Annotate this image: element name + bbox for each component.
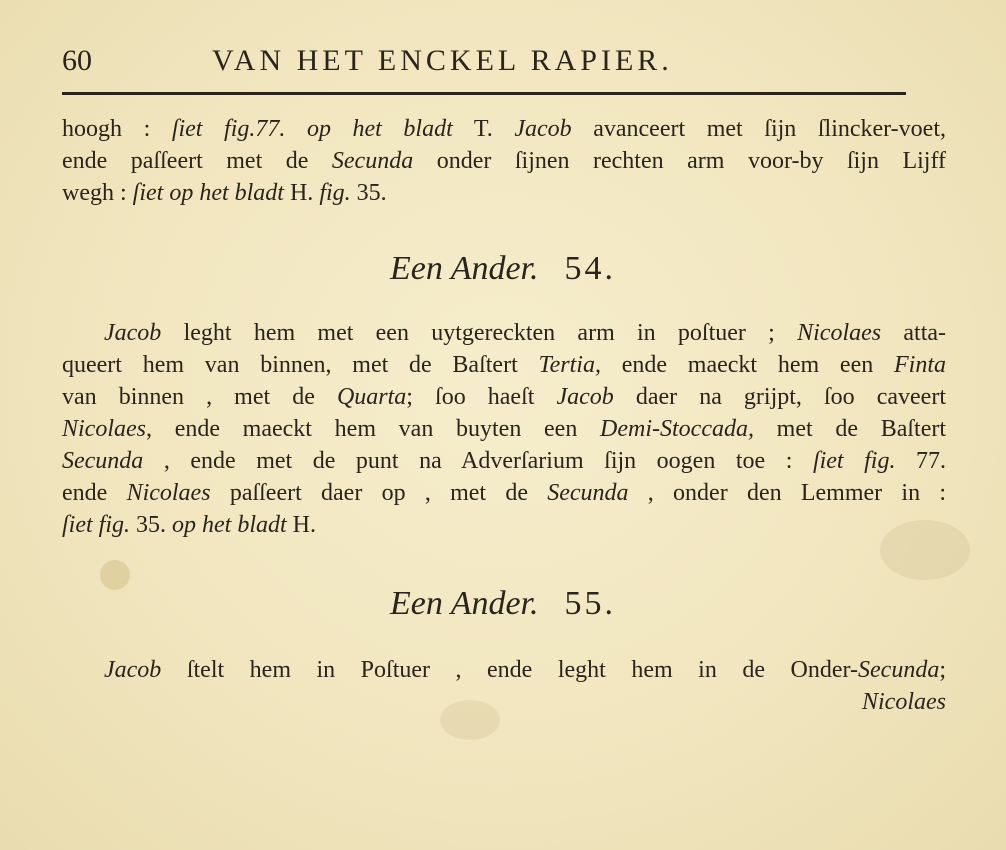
italic-text: Secunda	[858, 657, 940, 683]
italic-text: Jacob	[104, 320, 162, 346]
text-line	[62, 145, 946, 177]
italic-text: Jacob	[104, 657, 162, 683]
roman-text: 77.	[895, 448, 947, 474]
italic-text: Tertia,	[538, 352, 601, 378]
section-heading-54	[0, 247, 1006, 291]
roman-text: avanceert met ſijn ſlincker-voet,	[571, 116, 946, 142]
roman-text: atta-	[881, 320, 947, 346]
section-heading-55	[0, 582, 1006, 626]
running-title: VAN HET ENCKEL RAPIER.	[212, 44, 673, 77]
text-line	[62, 381, 946, 413]
roman-text: 35.	[130, 512, 172, 538]
roman-text: 35.	[350, 180, 387, 206]
roman-text: met de Baſtert	[753, 416, 947, 442]
roman-text: ; ſoo haeſt	[406, 384, 557, 410]
roman-text: leght hem met een uytgereckten arm in poſtuer ;	[161, 320, 798, 346]
italic-text: Secunda	[62, 448, 144, 474]
roman-text: ende	[62, 480, 127, 506]
heading-title: Een Ander.	[389, 250, 539, 287]
page-header	[62, 40, 908, 84]
paragraph-54	[62, 317, 946, 541]
heading-number: 55.	[564, 585, 617, 622]
text-line	[62, 317, 946, 349]
roman-text: , ende maeckt hem van buyten een	[146, 416, 601, 442]
roman-text: H.	[283, 180, 320, 206]
paragraph-55	[62, 654, 946, 718]
roman-text: H.	[286, 512, 316, 538]
italic-text: fig.	[319, 180, 351, 206]
text-line	[62, 413, 946, 445]
italic-text: Demi-Stoccada,	[600, 416, 754, 442]
page-number: 60	[62, 44, 92, 77]
roman-text: , ende met de punt na Adverſarium ſijn oogen toe :	[143, 448, 813, 474]
italic-text: Secunda	[547, 480, 629, 506]
roman-text: ;	[939, 657, 946, 683]
roman-text: wegh :	[62, 180, 133, 206]
italic-text: Nicolaes	[62, 416, 146, 442]
text-line	[62, 349, 946, 381]
text-line	[62, 113, 946, 145]
roman-text: ende maeckt hem een	[600, 352, 894, 378]
italic-text: Jacob	[514, 116, 572, 142]
roman-text: onder ſijnen rechten arm voor-by ſijn Lijff	[413, 148, 946, 174]
roman-text: daer na grijpt, ſoo caveert	[613, 384, 946, 410]
text-line	[62, 477, 946, 509]
text-line	[62, 177, 946, 209]
catchword: Nicolaes	[862, 689, 946, 715]
roman-text: T.	[452, 116, 515, 142]
heading-title: Een Ander.	[389, 585, 539, 622]
italic-text: ſiet fig.	[62, 512, 130, 538]
text-line	[62, 509, 946, 541]
italic-text: ſiet op het bladt	[132, 180, 284, 206]
italic-text: Jacob	[556, 384, 614, 410]
roman-text: van binnen , met de	[62, 384, 337, 410]
heading-number: 54.	[564, 250, 617, 287]
roman-text: queert hem van binnen, met de Baſtert	[62, 352, 539, 378]
roman-text: ſtelt hem in Poſtuer , ende leght hem in de Onder-	[161, 657, 859, 683]
text-line	[62, 445, 946, 477]
italic-text: ſiet fig.77. op het bladt	[171, 116, 453, 142]
roman-text: , onder den Lemmer in :	[628, 480, 946, 506]
roman-text: paſſeert daer op , met de	[210, 480, 548, 506]
italic-text: Quarta	[336, 384, 407, 410]
paragraph-continuation	[62, 113, 946, 209]
roman-text: hoogh :	[62, 116, 172, 142]
italic-text: op het bladt	[172, 512, 287, 538]
italic-text: ſiet fig.	[812, 448, 896, 474]
italic-text: Nicolaes	[797, 320, 882, 346]
text-line	[62, 654, 946, 686]
italic-text: Nicolaes	[126, 480, 211, 506]
header-rule	[62, 92, 906, 95]
italic-text: Finta	[893, 352, 946, 378]
italic-text: Secunda	[331, 148, 414, 174]
roman-text: ende paſſeert met de	[62, 148, 332, 174]
